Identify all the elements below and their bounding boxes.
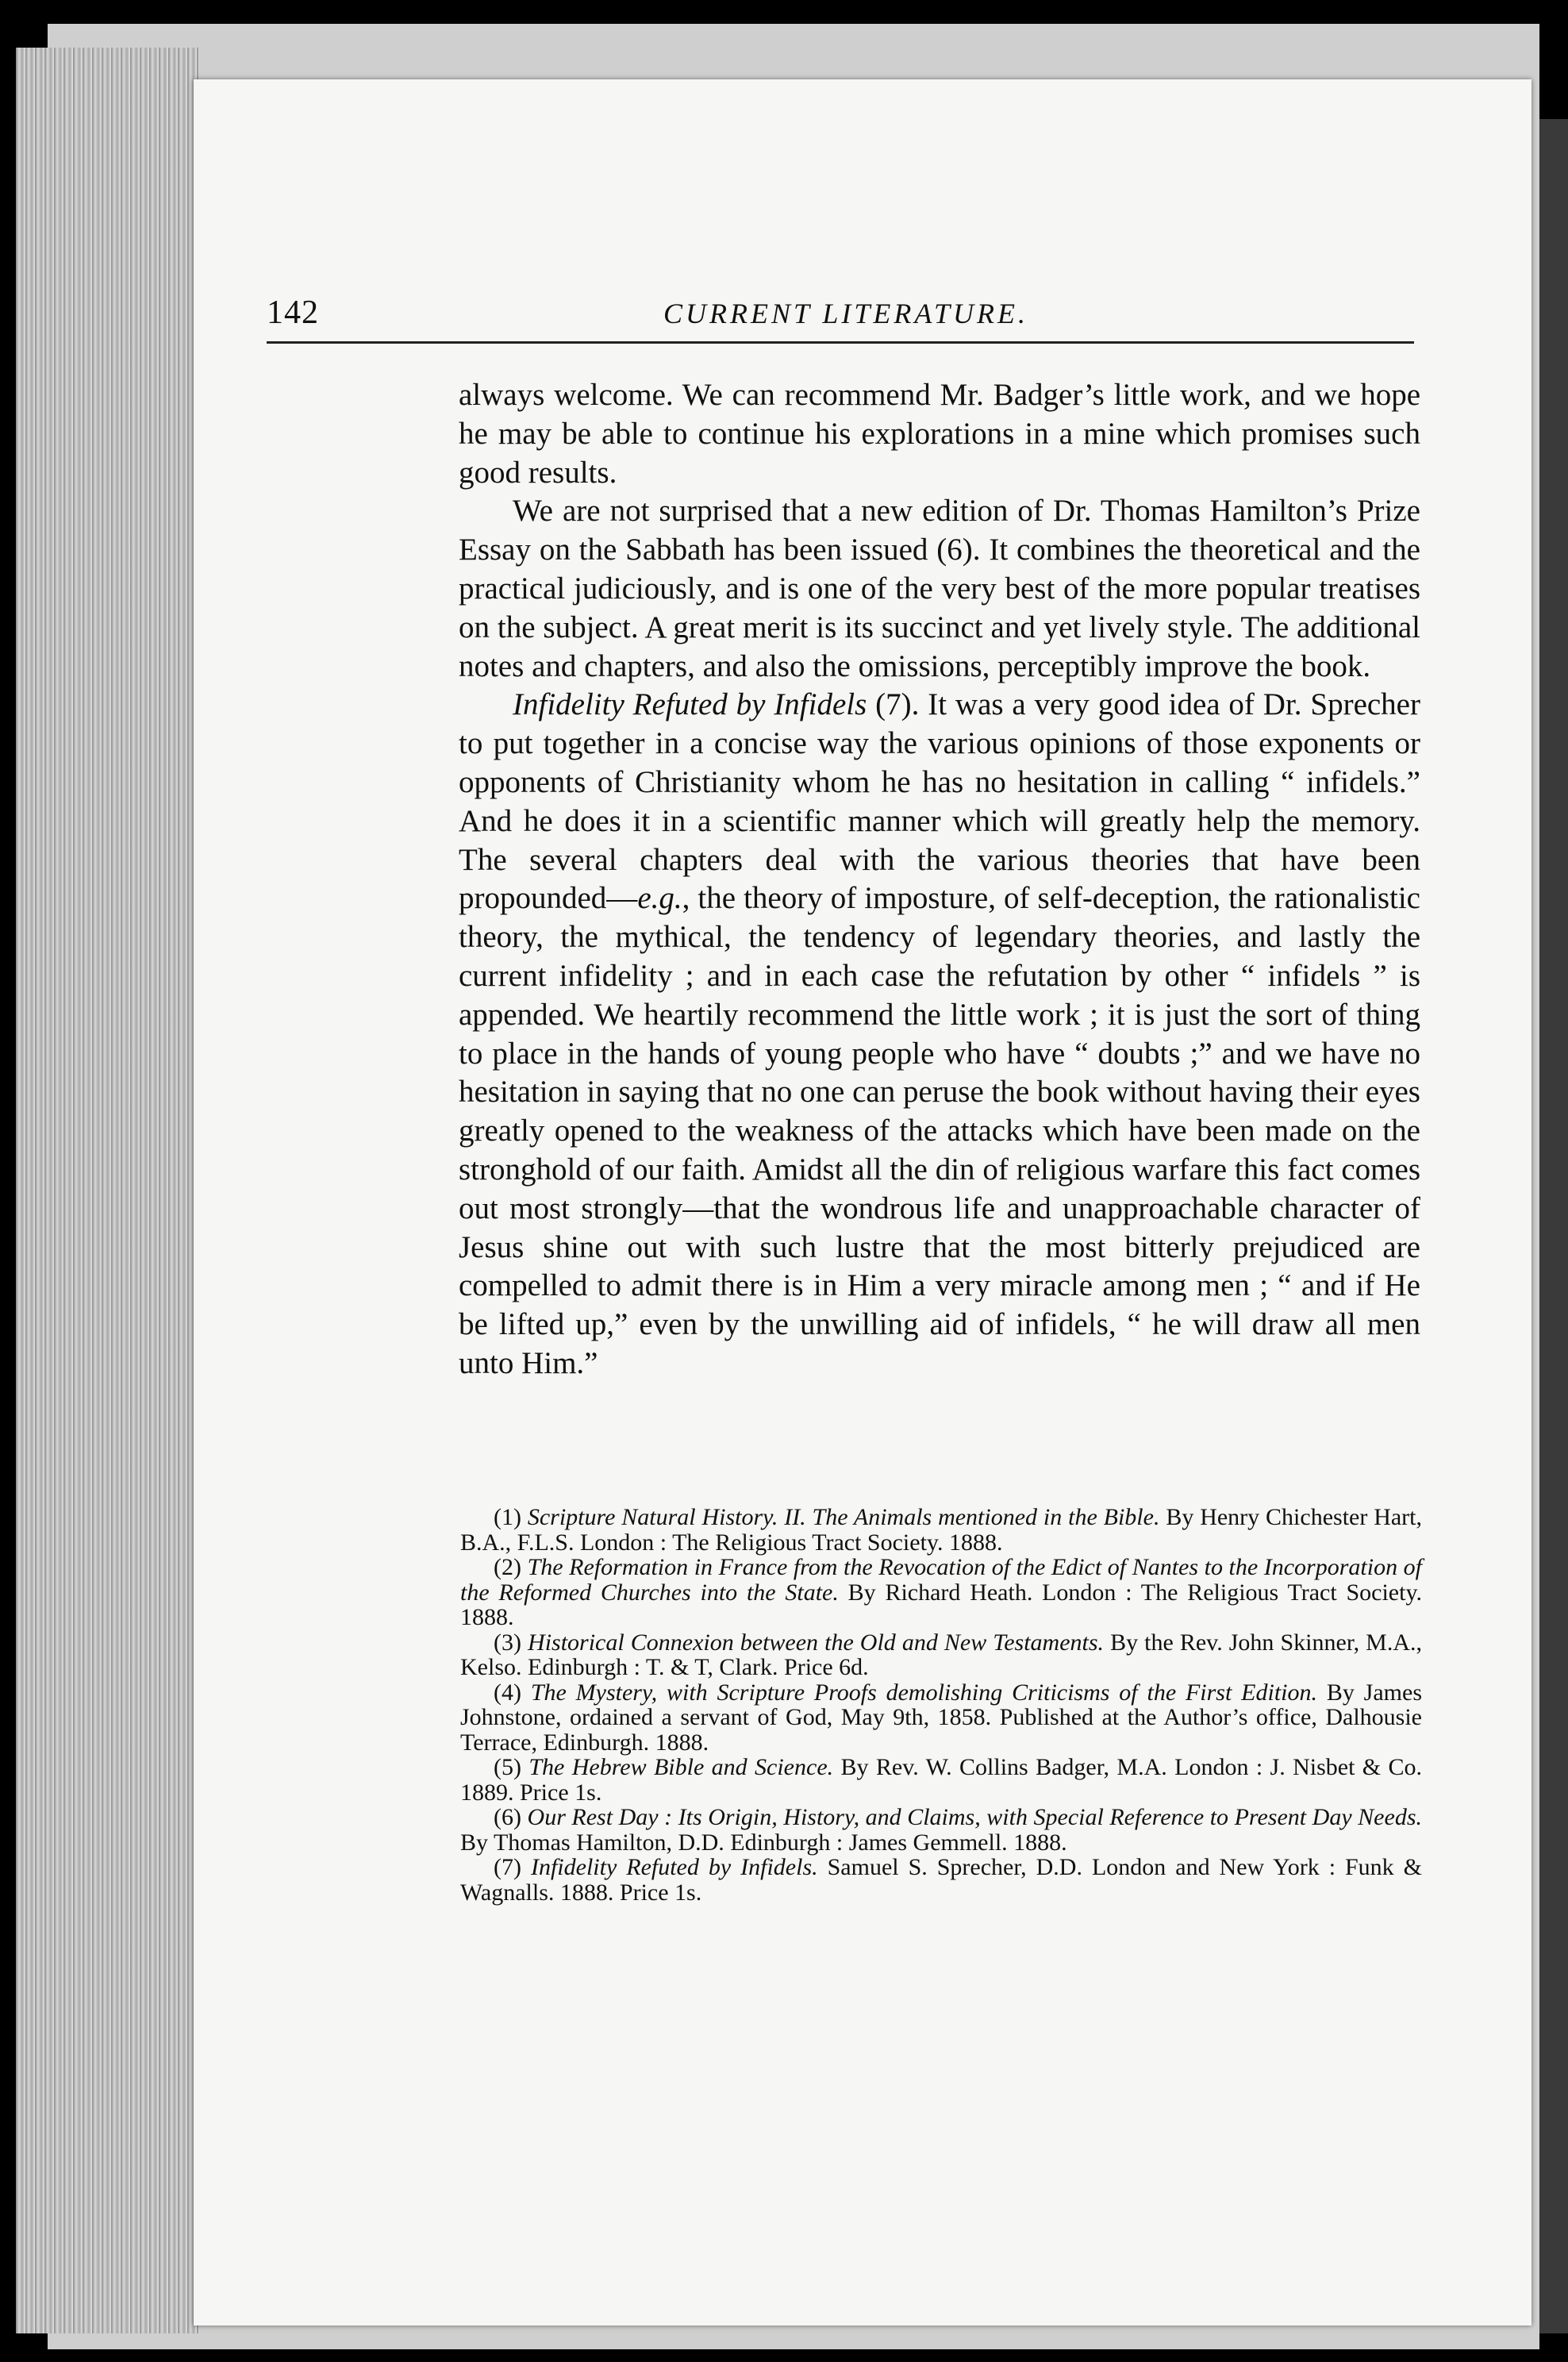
- paragraph-1: always welcome. We can recommend Mr. Badger’s little work, and we hope he may be able to continue his explorations in a mine which promises such good results.: [459, 378, 1420, 490]
- footnote-number: (7): [494, 1854, 531, 1880]
- footnote-number: (3): [494, 1629, 528, 1656]
- main-text: [459, 376, 1420, 1383]
- paragraph-3-text-b: , the theory of imposture, of self-deception, the rationalistic theory, the mythical, the tendency of legendary theories, and lastly the current infidelity ; and in each case the refutation by other “ infidels ” is appended. We heartily recommend the little work ; it is just the sort of thing to place in the hands of young people who have “ doubts ;” and we have no hesitation in saying that no one can peruse the book without having their eyes greatly opened to the weakness of the attacks which have been made on the stronghold of our faith. Amidst all the din of religious warfare this fact comes out most strongly—that the wondrous life and unapproachable character of Jesus shine out with such lustre that the most bitterly prejudiced are compelled to admit there is in Him a very miracle among men ; “ and if He be lifted up,” even by the unwilling aid of infidels, “ he will draw all men unto Him.”: [459, 881, 1420, 1380]
- footnote-title: Scripture Natural History. II. The Animals mentioned in the Bible.: [527, 1504, 1160, 1530]
- footnote-details: Samuel S. Sprecher, D.D. London and New York : Funk & Wagnalls. 1888. Price 1s.: [460, 1854, 1423, 1906]
- book-title-italic: Infidelity Refuted by Infidels: [513, 687, 867, 722]
- footnote-5: [460, 1755, 1422, 1805]
- footnote-4: [460, 1680, 1422, 1756]
- footnote-3: [460, 1630, 1422, 1680]
- book-page-edges: [16, 48, 198, 2333]
- footnote-2: [460, 1555, 1422, 1630]
- footnote-title: The Hebrew Bible and Science.: [528, 1754, 834, 1780]
- footnote-6: [460, 1805, 1422, 1855]
- paragraph-3-text-a: (7). It was a very good idea of Dr. Sprecher to put together in a concise way the various opinions of those exponents or opponents of Christianity whom he has no hesitation in calling “ infidels.” And he does it in a scientific manner which will greatly help the memory. The several chapters deal with the various theories that have been propounded—: [459, 687, 1420, 916]
- footnote-number: (6): [494, 1804, 528, 1830]
- eg-italic: e.g.: [637, 881, 682, 916]
- footnote-title: Infidelity Refuted by Infidels.: [530, 1854, 818, 1880]
- footnote-7: [460, 1855, 1422, 1905]
- footnote-number: (1): [494, 1504, 528, 1530]
- footnote-number: (5): [494, 1754, 529, 1780]
- header-rule: [267, 341, 1414, 344]
- footnote-title: Historical Connexion between the Old and New Testaments.: [528, 1629, 1105, 1656]
- paragraph-3: [459, 686, 1420, 1383]
- footnote-details: By Rev. W. Collins Badger, M.A. London : J. Nisbet & Co. 1889. Price 1s.: [460, 1754, 1422, 1806]
- footnotes: [460, 1505, 1422, 1905]
- running-title: CURRENT LITERATURE.: [663, 298, 1029, 329]
- page-number: 142: [267, 294, 319, 331]
- page-header: [267, 290, 1425, 346]
- footnote-details: By Richard Heath. London : The Religious Tract Society. 1888.: [460, 1579, 1422, 1630]
- footnote-title: Our Rest Day : Its Origin, History, and Claims, with Special Reference to Present Day Needs.: [527, 1804, 1422, 1830]
- footnote-1: [460, 1505, 1422, 1555]
- footnote-details: By the Rev. John Skinner, M.A., Kelso. Edinburgh : T. & T, Clark. Price 6d.: [460, 1629, 1422, 1680]
- footnote-details: By Thomas Hamilton, D.D. Edinburgh : James Gemmell. 1888.: [460, 1829, 1067, 1856]
- footnote-details: By James Johnstone, ordained a servant of God, May 9th, 1858. Published at the Author’s office, Dalhousie Terrace, Edinburgh. 1888.: [460, 1679, 1422, 1756]
- footnote-title: The Mystery, with Scripture Proofs demolishing Criticisms of the First Edition.: [530, 1679, 1317, 1706]
- footnote-title: The Reformation in France from the Revocation of the Edict of Nantes to the Incorporation of the Reformed Churches into the State.: [460, 1554, 1422, 1606]
- paragraph-2: We are not surprised that a new edition of Dr. Thomas Hamilton’s Prize Essay on the Sabbath has been issued (6). It combines the theoretical and the practical judiciously, and is one of the very best of the more popular treatises on the subject. A great merit is its succinct and yet lively style. The additional notes and chapters, and also the omissions, perceptibly improve the book.: [459, 494, 1420, 683]
- book-spine-edge: [1539, 119, 1568, 2333]
- footnote-number: (2): [494, 1554, 528, 1580]
- footnote-number: (4): [494, 1679, 531, 1706]
- footnote-details: By Henry Chichester Hart, B.A., F.L.S. London : The Religious Tract Society. 1888.: [460, 1504, 1423, 1556]
